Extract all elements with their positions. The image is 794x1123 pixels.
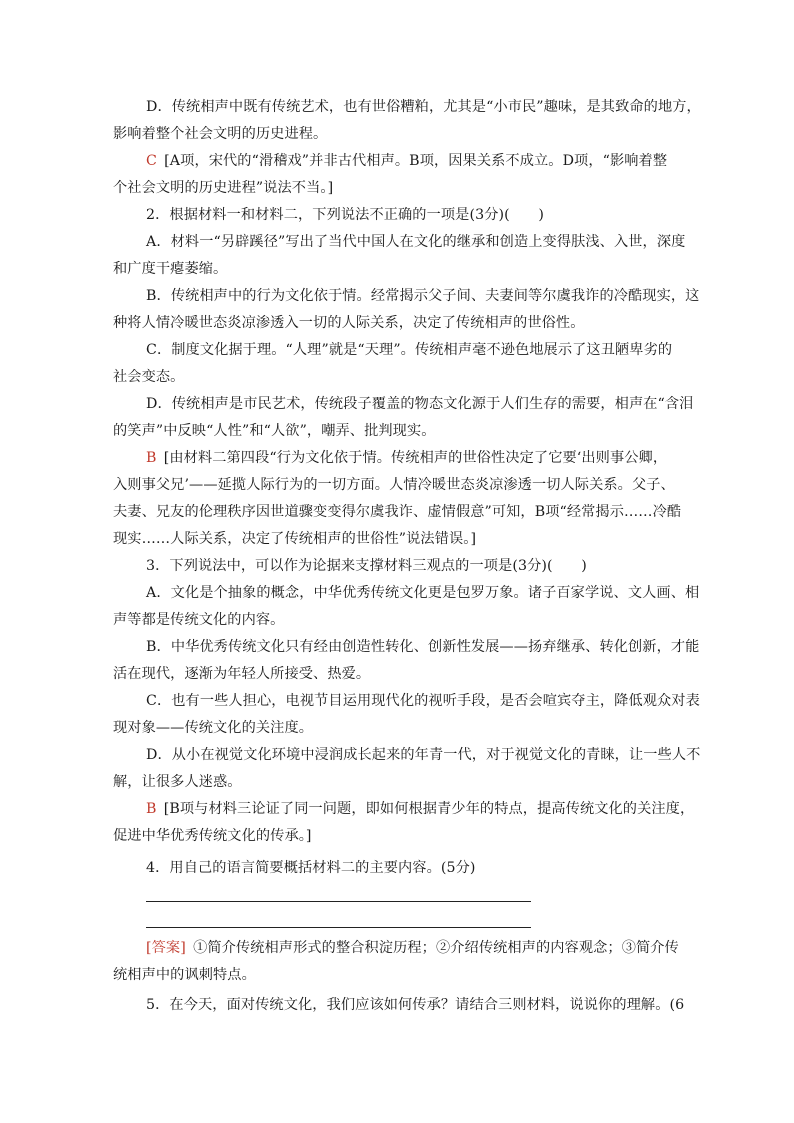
q4-stem: 4．用自己的语言简要概括材料二的主要内容。(5分) (146, 860, 476, 876)
q1-answer-line2: 个社会文明的历史进程”说法不当。] (113, 180, 334, 196)
q1-answer-line1 (146, 152, 667, 170)
q4-answer-line1 (146, 939, 679, 957)
q2-option-c-line1: C．制度文化据于理。“人理”就是“天理”。传统相声毫不逊色地展示了这丑陋卑劣的 (146, 342, 673, 358)
q3-option-b-line1: B．中华优秀传统文化只有经由创造性转化、创新性发展——扬弃继承、转化创新，才能 (146, 639, 700, 655)
q5-stem: 5．在今天，面对传统文化，我们应该如何传承？请结合三则材料，说说你的理解。(6 (146, 997, 685, 1013)
q2-option-d-line1: D．传统相声是市民艺术，传统段子覆盖的物态文化源于人们生存的需要，相声在“含泪 (146, 396, 694, 412)
q2-stem: 2．根据材料一和材料二，下列说法不正确的一项是(3分)( ) (146, 207, 544, 223)
q3-answer-line1 (146, 800, 694, 818)
q2-answer-line1 (146, 449, 667, 467)
q2-explanation-text: [由材料二第四段“行为文化依于情。传统相声的世俗性决定了它要‘出则事公卿， (163, 450, 668, 466)
q2-answer-line4: 现实……人际关系，决定了传统相声的世俗性”说法错误。] (113, 531, 477, 547)
q2-option-b-line2: 种将人情冷暖世态炎凉渗透入一切的人际关系，决定了传统相声的世俗性。 (113, 315, 585, 331)
q3-answer-line2: 促进中华优秀传统文化的传承。] (113, 828, 312, 844)
q3-option-a-line2: 声等都是传统文化的内容。 (113, 612, 285, 628)
q1-explanation-text: [A项，宋代的“滑稽戏”并非古代相声。B项，因果关系不成立。D项，“影响着整 (164, 153, 668, 169)
q2-option-a-line2: 和广度干瘪萎缩。 (113, 261, 228, 277)
q3-option-c-line1: C．也有一些人担心，电视节目运用现代化的视听手段，是否会喧宾夺主，降低观众对表 (146, 693, 700, 709)
q3-stem: 3．下列说法中，可以作为论据来支撑材料三观点的一项是(3分)( ) (146, 558, 587, 574)
q1-answer-mark: C (146, 153, 157, 169)
q3-explanation-text: [B项与材料三论证了同一问题，即如何根据青少年的特点，提高传统文化的关注度， (163, 801, 695, 817)
q3-option-d-line1: D．从小在视觉文化环境中浸润成长起来的年青一代，对于视觉文化的青睐，让一些人不 (146, 747, 701, 763)
q2-option-c-line2: 社会变态。 (113, 369, 185, 385)
q2-option-a-line1: A．材料一“另辟蹊径”写出了当代中国人在文化的继承和创造上变得肤浅、入世，深度 (146, 234, 686, 250)
q3-option-b-line2: 活在现代，逐渐为年轻人所接受、热爱。 (113, 666, 371, 682)
answer-blank-line-1[interactable] (146, 901, 531, 902)
answer-label: [答案] (146, 940, 186, 956)
q3-option-d-line2: 解，让很多人迷惑。 (113, 774, 242, 790)
q3-option-a-line1: A．文化是个抽象的概念，中华优秀传统文化更是包罗万象。诸子百家学说、文人画、相 (146, 585, 700, 601)
answer-blank-line-2[interactable] (146, 927, 531, 928)
q2-answer-mark: B (146, 450, 157, 466)
q2-option-d-line2: 的笑声”中反映“人性”和“人欲”，嘲弄、批判现实。 (113, 423, 436, 439)
q2-answer-line2: 入则事父兄’——延揽人际行为的一切方面。人情冷暖世态炎凉渗透一切人际关系。父子、 (113, 477, 675, 493)
q3-option-c-line2: 现对象——传统文化的关注度。 (113, 720, 314, 736)
q2-option-b-line1: B．传统相声中的行为文化依于情。经常揭示父子间、夫妻间等尔虞我诈的冷酷现实，这 (146, 288, 700, 304)
q4-answer-text: ①简介传统相声形式的整合积淀历程；②介绍传统相声的内容观念；③简介传 (193, 940, 679, 956)
q3-answer-mark: B (146, 801, 157, 817)
q1-option-d-line1: D．传统相声中既有传统艺术，也有世俗糟粕，尤其是“小市民”趣味，是其致命的地方， (146, 99, 701, 115)
q4-answer-line2: 统相声中的讽刺特点。 (113, 967, 256, 983)
q2-answer-line3: 夫妻、兄友的伦理秩序因世道骤变变得尔虞我诈、虚情假意”可知，B项“经常揭示……冷酷 (113, 504, 682, 520)
q1-option-d-line2: 影响着整个社会文明的历史进程。 (113, 126, 328, 142)
